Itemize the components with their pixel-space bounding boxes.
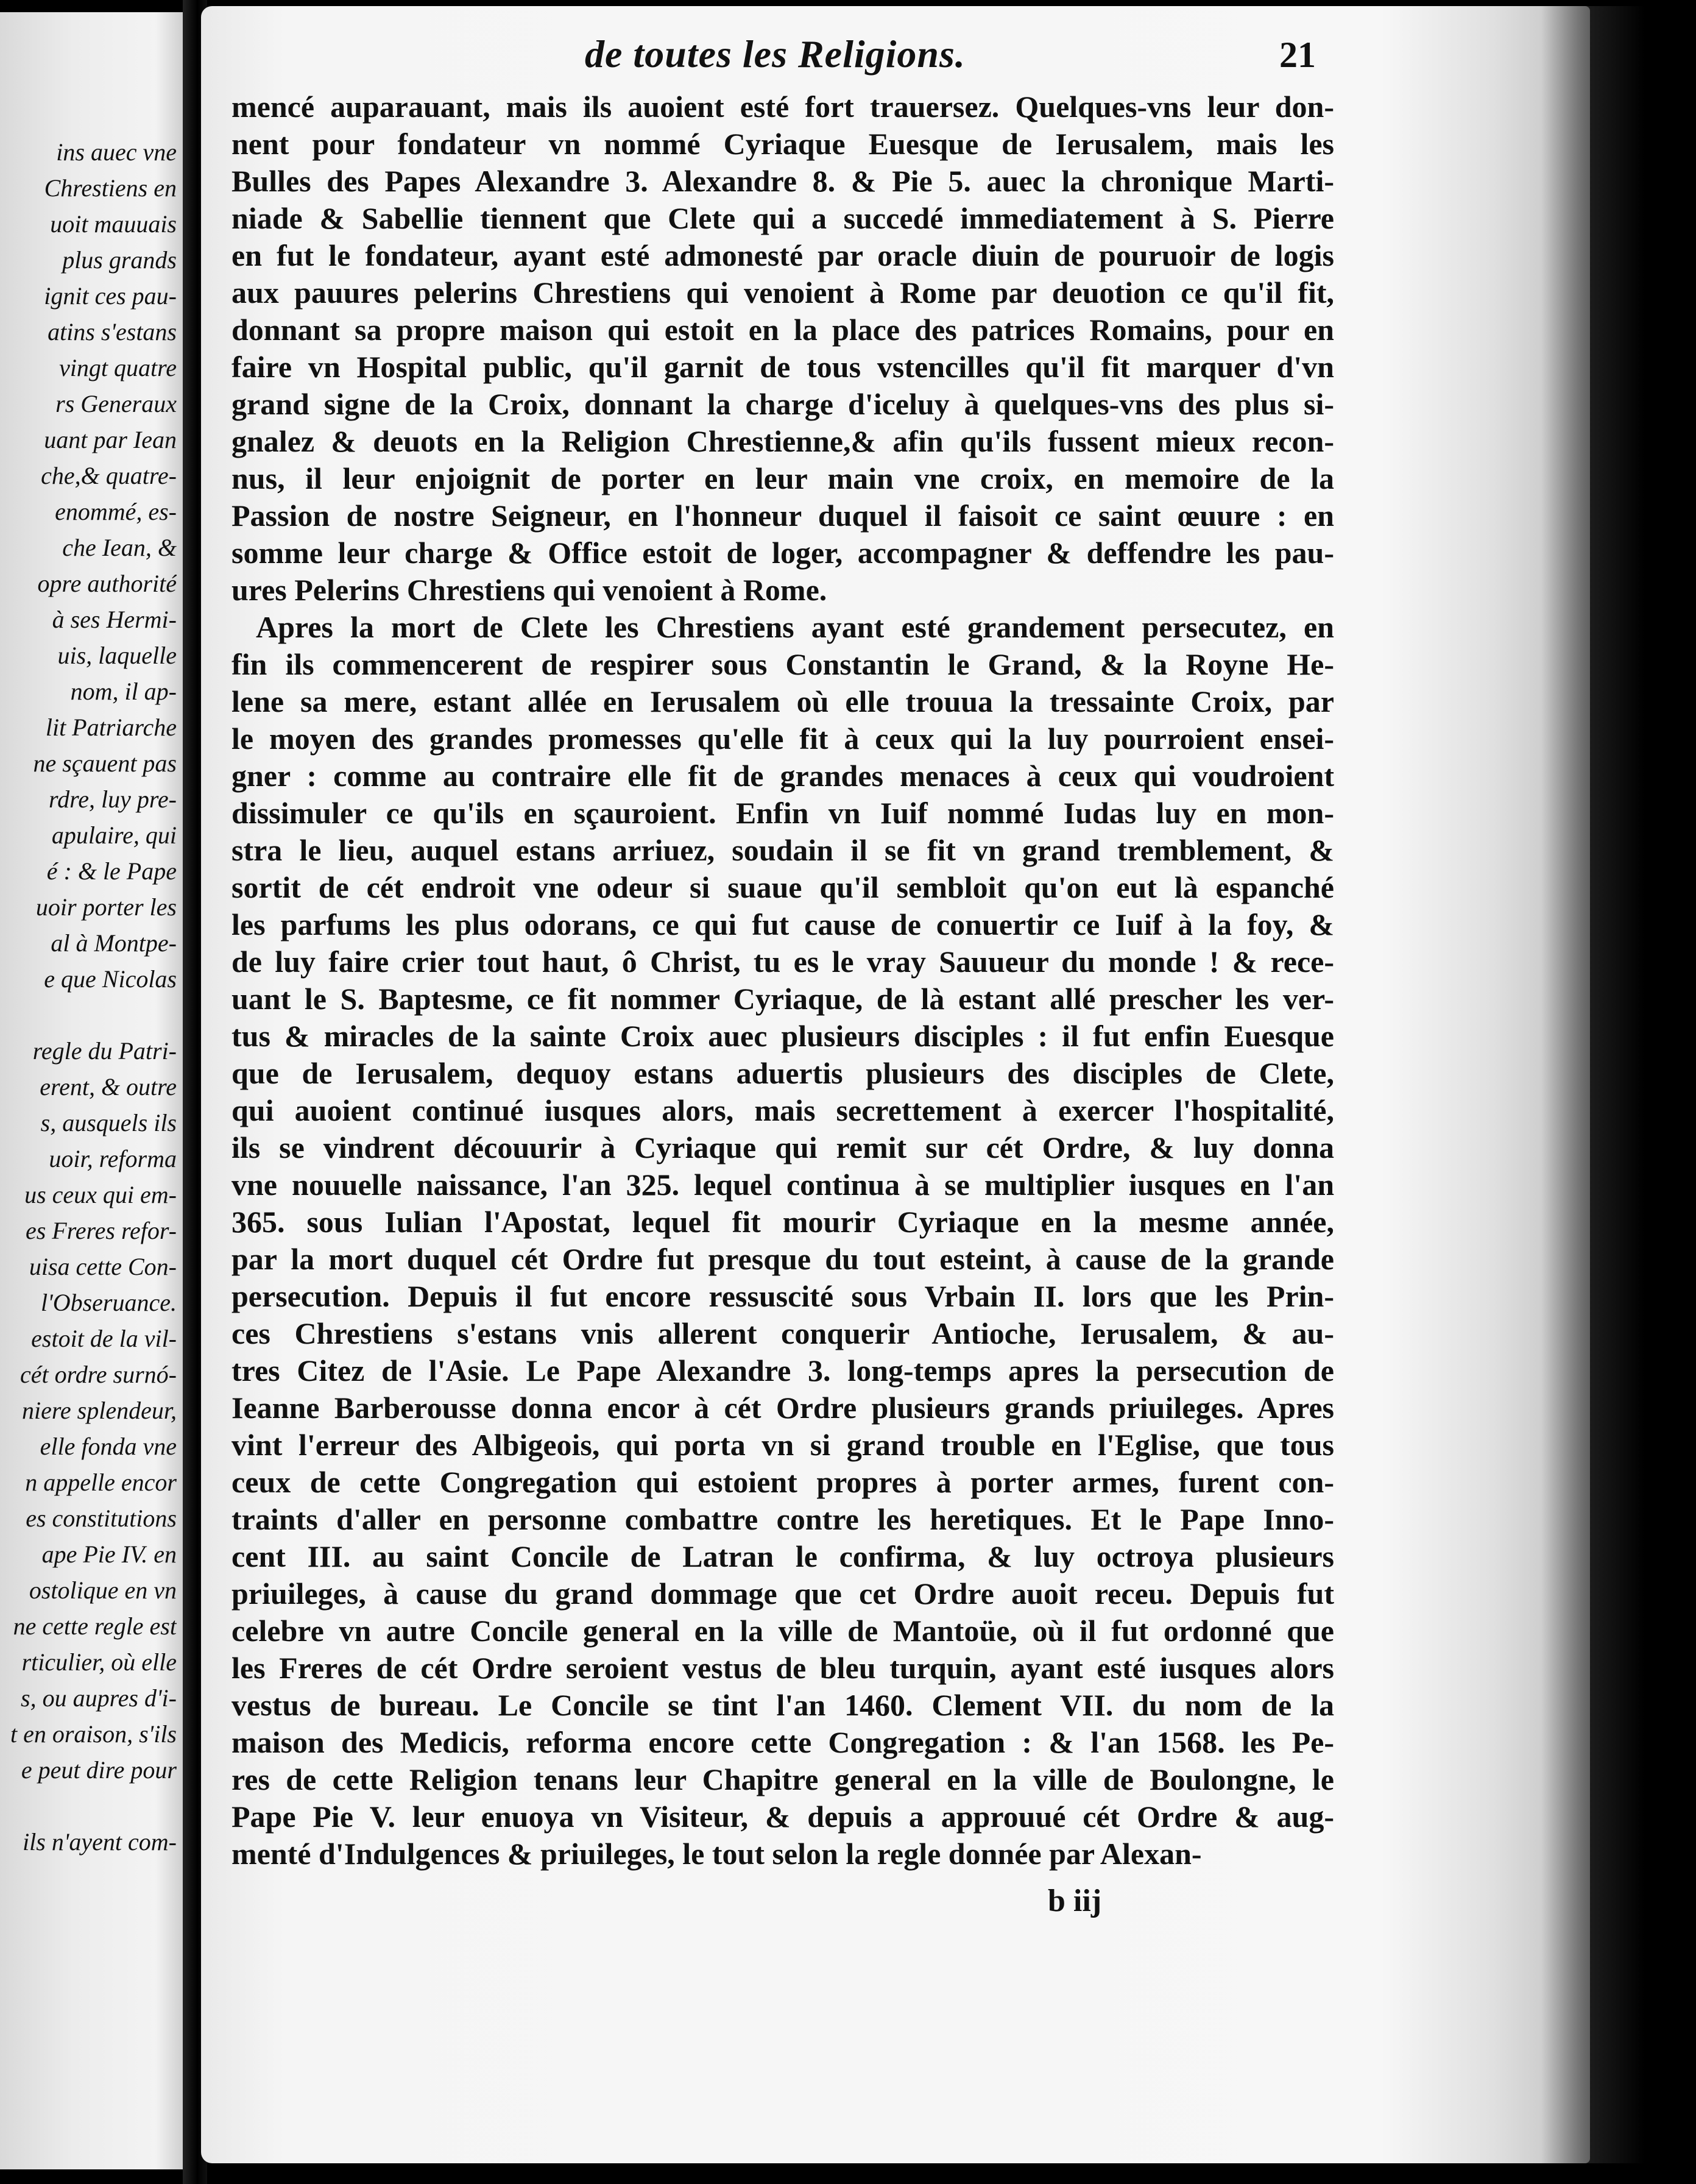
- body-text-line: gner : comme au contraire elle fit de grandes menaces à ceux qui voudroient: [231, 759, 1334, 793]
- body-text-line: fin ils commencerent de respirer sous Constantin le Grand, & la Royne He-: [231, 647, 1334, 681]
- facing-page-line: rdre, luy pre-: [49, 785, 177, 813]
- facing-page-line: che,& quatre-: [41, 462, 177, 489]
- facing-page-line: uoir, reforma: [49, 1145, 177, 1172]
- body-text-line: 365. sous Iulian l'Apostat, lequel fit mourir Cyriaque en la mesme année,: [231, 1205, 1334, 1239]
- facing-page-line: nom, il ap-: [70, 678, 177, 705]
- body-text-line: somme leur charge & Office estoit de loger, accompagner & deffendre les pau-: [231, 536, 1334, 570]
- body-text-line: sortit de cét endroit vne odeur si suaue qu'il sembloit qu'on eut là espanché: [231, 870, 1334, 904]
- body-text-line: niade & Sabellie tiennent que Clete qui a succedé immediatement à S. Pierre: [231, 201, 1334, 235]
- body-text-line: vne nouuelle naissance, l'an 325. lequel continua à se multiplier iusques en l'an: [231, 1168, 1334, 1202]
- facing-page-line: ape Pie IV. en: [41, 1540, 177, 1568]
- facing-page-line: us ceux qui em-: [24, 1181, 177, 1208]
- facing-page-line: n appelle encor: [25, 1469, 177, 1496]
- body-text-line: les Freres de cét Ordre seroient vestus de bleu turquin, ayant esté iusques alors: [231, 1651, 1334, 1685]
- facing-page-line: regle du Patri-: [32, 1037, 177, 1065]
- facing-page-line: elle fonda vne: [40, 1433, 177, 1460]
- facing-page-line: s, ausquels ils: [40, 1109, 177, 1136]
- body-text-line: stra le lieu, auquel estans arriuez, soudain il se fit vn grand tremblement, &: [231, 833, 1334, 867]
- facing-page-line: es Freres refor-: [25, 1217, 177, 1244]
- facing-page-line: s, ou aupres d'i-: [21, 1684, 177, 1712]
- facing-page-line: ostolique en vn: [29, 1576, 177, 1604]
- body-text-line: tres Citez de l'Asie. Le Pape Alexandre 3. long-temps apres la persecution de: [231, 1353, 1334, 1388]
- body-text-line: nus, il leur enjoignit de porter en leur main vne croix, en memoire de la: [231, 461, 1334, 495]
- facing-page-line: ne sçauent pas: [33, 750, 177, 777]
- body-text-line: grand signe de la Croix, donnant la charge d'iceluy à quelques-vns des plus si-: [231, 387, 1334, 421]
- facing-page-line: opre authorité: [37, 570, 177, 597]
- body-text-line: ces Chrestiens s'estans vnis allerent conquerir Antioche, Ierusalem, & au-: [231, 1316, 1334, 1350]
- body-text-line: menté d'Indulgences & priuileges, le tout selon la regle donnée par Alexan-: [231, 1837, 1202, 1871]
- facing-page-line: ins auec vne: [56, 138, 177, 166]
- facing-page-line: apulaire, qui: [51, 821, 177, 849]
- body-text-line: Ieanne Barberousse donna encor à cét Ordre plusieurs grands priuileges. Apres: [231, 1391, 1334, 1425]
- facing-page-line: rticulier, où elle: [21, 1648, 177, 1676]
- facing-page-line: uis, laquelle: [57, 642, 177, 669]
- body-text-line: en fut le fondateur, ayant esté admonesté par oracle diuin de pouruoir de logis: [231, 238, 1334, 272]
- body-text-line: donnant sa propre maison qui estoit en la place des patrices Romains, pour en: [231, 313, 1334, 347]
- facing-page-line: estoit de la vil-: [31, 1325, 177, 1352]
- body-text-line: dissimuler ce qu'ils en sçauroient. Enfin vn Iuif nommé Iudas luy en mon-: [231, 796, 1334, 830]
- body-text-line: priuileges, à cause du grand dommage que cet Ordre auoit receu. Depuis fut: [231, 1576, 1334, 1611]
- page-number: 21: [1279, 35, 1316, 75]
- facing-page-line: plus grands: [62, 246, 177, 274]
- body-text-line: vint l'erreur des Albigeois, qui porta vn si grand trouble en l'Eglise, que tous: [231, 1428, 1334, 1462]
- body-text-line: ils se vindrent découurir à Cyriaque qui remit sur cét Ordre, & luy donna: [231, 1130, 1334, 1165]
- body-text-line: lene sa mere, estant allée en Ierusalem où elle trouua la tressainte Croix, par: [231, 684, 1334, 718]
- body-text-line: Bulles des Papes Alexandre 3. Alexandre 8. & Pie 5. auec la chronique Marti-: [231, 164, 1334, 198]
- facing-page-line: ils n'ayent com-: [23, 1828, 177, 1856]
- facing-page-line: uant par Iean: [44, 426, 177, 453]
- body-text-line: le moyen des grandes promesses qu'elle fit à ceux qui la luy pourroient ensei-: [231, 722, 1334, 756]
- facing-page-line: che Iean, &: [62, 534, 177, 561]
- body-text-line: celebre vn autre Concile general en la ville de Mantoüe, où il fut ordonné que: [231, 1614, 1334, 1648]
- facing-page-line: l'Obseruance.: [41, 1289, 177, 1316]
- facing-page-line: erent, & outre: [40, 1073, 177, 1101]
- body-text-line: ceux de cette Congregation qui estoient propres à porter armes, furent con-: [231, 1465, 1334, 1499]
- facing-page-line: e peut dire pour: [21, 1756, 177, 1784]
- facing-page-line: Chrestiens en: [44, 174, 177, 202]
- body-text-line: Passion de nostre Seigneur, en l'honneur duquel il faisoit ce saint œuure : en: [231, 498, 1334, 533]
- facing-page-line: uoir porter les: [35, 893, 177, 921]
- body-text-line: nent pour fondateur vn nommé Cyriaque Euesque de Ierusalem, mais les: [231, 127, 1334, 161]
- facing-page-line: cét ordre surnó-: [20, 1361, 177, 1388]
- body-text-line: vestus de bureau. Le Concile se tint l'an 1460. Clement VII. du nom de la: [231, 1688, 1334, 1722]
- facing-page-line: é : & le Pape: [46, 857, 177, 885]
- signature-mark: b iij: [1048, 1884, 1102, 1918]
- running-title: de toutes les Religions.: [585, 32, 966, 76]
- body-text-block: [231, 88, 1334, 1873]
- body-text-line: qui auoient continué iusques alors, mais secrettement à exercer l'hospitalité,: [231, 1093, 1334, 1127]
- facing-page-line: e que Nicolas: [44, 965, 177, 993]
- facing-page-line: uisa cette Con-: [29, 1253, 177, 1280]
- body-text-line: res de cette Religion tenans leur Chapitre general en la ville de Boulongne, le: [231, 1762, 1334, 1796]
- facing-page-line: ne cette regle est: [13, 1612, 177, 1640]
- body-text-line: faire vn Hospital public, qu'il garnit de tous vstencilles qu'il fit marquer d'vn: [231, 350, 1334, 384]
- facing-page-line: al à Montpe-: [51, 929, 177, 957]
- body-text-line: que de Ierusalem, dequoy estans aduertis plusieurs des disciples de Clete,: [231, 1056, 1334, 1090]
- facing-page-line: vingt quatre: [59, 354, 177, 381]
- body-text-line: traints d'aller en personne combattre contre les heretiques. Et le Pape Inno-: [231, 1502, 1334, 1536]
- body-text-line: mencé auparauant, mais ils auoient esté fort trauersez. Quelques-vns leur don-: [231, 90, 1334, 124]
- facing-page-line: ignit ces pau-: [44, 282, 177, 310]
- facing-page-line: enommé, es-: [55, 498, 177, 525]
- body-text-line: persecution. Depuis il fut encore ressuscité sous Vrbain II. lors que les Prin-: [231, 1279, 1334, 1313]
- facing-page-line: atins s'estans: [48, 318, 177, 346]
- facing-page-text-column: [0, 134, 177, 1860]
- facing-page-line: [0, 997, 177, 1033]
- body-text-line: ures Pelerins Chrestiens qui venoient à Rome.: [231, 573, 827, 607]
- facing-page-line: lit Patriarche: [45, 714, 177, 741]
- facing-page-line: t en oraison, s'ils: [10, 1720, 177, 1748]
- page-edge-shadow: [1541, 6, 1645, 2163]
- body-text-line: cent III. au saint Concile de Latran le confirma, & luy octroya plusieurs: [231, 1539, 1334, 1573]
- body-text-line: de luy faire crier tout haut, ô Christ, tu es le vray Sauueur du monde ! & rece-: [231, 945, 1334, 979]
- body-text-line: Apres la mort de Clete les Chrestiens ayant esté grandement persecutez, en: [256, 610, 1334, 644]
- facing-page-line: uoit mauuais: [50, 210, 177, 238]
- body-text-line: gnalez & deuots en la Religion Chrestienne,& afin qu'ils fussent mieux recon-: [231, 424, 1334, 458]
- facing-page-line: niere splendeur,: [21, 1397, 177, 1424]
- facing-page-line: à ses Hermi-: [52, 606, 177, 633]
- body-text-line: Pape Pie V. leur enuoya vn Visiteur, & depuis a approuué cét Ordre & aug-: [231, 1799, 1334, 1834]
- body-text-line: aux pauures pelerins Chrestiens qui venoient à Rome par deuotion ce qu'il fit,: [231, 275, 1334, 310]
- facing-page-line: [0, 1788, 177, 1824]
- body-text-line: tus & miracles de la sainte Croix auec plusieurs disciples : il fut enfin Euesque: [231, 1019, 1334, 1053]
- body-text-line: les parfums les plus odorans, ce qui fut cause de conuertir ce Iuif à la foy, &: [231, 907, 1334, 941]
- facing-page-line: es constitutions: [26, 1505, 177, 1532]
- body-text-line: maison des Medicis, reforma encore cette Congregation : & l'an 1568. les Pe-: [231, 1725, 1334, 1759]
- facing-page-fragment: [0, 12, 183, 2169]
- body-text-line: par la mort duquel cét Ordre fut presque du tout esteint, à cause de la grande: [231, 1242, 1334, 1276]
- facing-page-line: rs Generaux: [55, 390, 177, 417]
- body-text-line: uant le S. Baptesme, ce fit nommer Cyriaque, de là estant allé prescher les ver-: [231, 982, 1334, 1016]
